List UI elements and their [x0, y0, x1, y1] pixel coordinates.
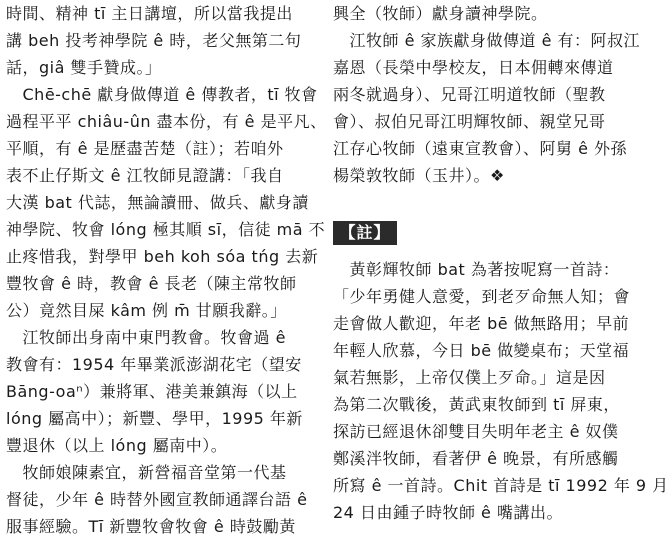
text-line: 江牧師 ê 家族獻身做傳道 ê 有：阿叔江	[333, 31, 641, 50]
text-line: 探訪已經退休卻雙目失明年老主 ê 奴僕	[333, 422, 619, 441]
left-column	[6, 0, 327, 540]
text-line: 豐退休（以上 lóng 屬南中）。	[6, 436, 228, 455]
right-column	[333, 0, 641, 189]
text-line: 興全（牧師）獻身讀神學院。	[333, 4, 548, 23]
text-line: Bāng-oaⁿ）兼將軍、港美兼鎮海（以上	[6, 382, 298, 401]
note-column	[333, 256, 669, 526]
text-line: 為第二次戰後，黃武東牧師到 tī 屏東，	[333, 395, 620, 414]
text-line: 督徒，少年 ê 時替外國宣教師通譯台語 ê	[6, 490, 308, 509]
text-line: 講 beh 投考神學院 ê 時，老父無第二句	[6, 31, 302, 50]
text-line: 話，giâ 雙手贊成。」	[6, 58, 162, 77]
text-line: 豐牧會 ê 時，教會 ê 長老（陳主常牧師	[6, 274, 297, 293]
text-line: 江牧師出身南中東門教會。牧會過 ê	[6, 328, 286, 347]
text-line: 黃彰輝牧師 bat 為著按呢寫一首詩：	[333, 260, 620, 279]
text-line: 會）、叔伯兄哥江明輝牧師、親堂兄哥	[333, 112, 606, 131]
text-line: Chē-chē 獻身做傳道 ê 傳教者，tī 牧會	[6, 85, 318, 104]
text-line: 教會有：1954 年畢業派澎湖花宅（望安	[6, 355, 302, 374]
text-line: 楊榮敦牧師（玉井）。❖	[333, 166, 505, 185]
text-line: 時間、精神 tī 主日講壇，所以當我提出	[6, 4, 293, 23]
text-line: 表不止仔斯文 ê 江牧師見證講：「我自	[6, 166, 284, 185]
text-line: 服事經驗。Tī 新豐牧會牧會 ê 時鼓勵黃	[6, 517, 296, 536]
text-line: 鄭溪泮牧師，看著伊 ê 晚景，有所感觸	[333, 449, 619, 468]
text-line: 神學院、牧會 lóng 極其順 sī，信徒 mā 不	[6, 220, 326, 239]
text-line: 年輕人欣慕，今日 bē 做變桌布；天堂福	[333, 341, 630, 360]
text-line: 過程平平 chiâu-ûn 盡本份，有 ê 是平凡、	[6, 112, 327, 131]
text-line: 走會做人歡迎，年老 bē 做無路用；早前	[333, 314, 630, 333]
text-line: 「少年勇健人意愛，到老歹命無人知；會	[333, 287, 631, 306]
text-line: 牧師娘陳素宜，新營福音堂第一代基	[6, 463, 287, 482]
text-line: 止疼惜我，對學甲 beh koh sóa tńg 去新	[6, 247, 319, 266]
note-heading: 【註】	[333, 221, 397, 245]
text-line: 江存心牧師（遠東宣教會）、阿舅 ê 外孫	[333, 139, 628, 158]
text-line: 24 日由鍾子時牧師 ê 嘴講出。	[333, 503, 563, 522]
text-line: 兩冬就過身）、兄哥江明道牧師（聖教	[333, 85, 606, 104]
text-line: 平順，有 ê 是歷盡苦楚（註）；若咱外	[6, 139, 284, 158]
text-line: 公）竟然目屎 kâm 例 m̄ 甘願我辭。」	[6, 301, 287, 320]
text-line: 所寫 ê 一首詩。Chit 首詩是 tī 1992 年 9 月	[333, 476, 669, 495]
text-line: 氣若無影，上帝仅僕上歹命。」這是因	[333, 368, 606, 387]
text-line: 大漢 bat 代誌，無論讀冊、做兵、獻身讀	[6, 193, 309, 212]
text-line: lóng 屬高中）；新豐、學甲，1995 年新	[6, 409, 303, 428]
text-line: 嘉恩（長榮中學校友，日本佣轉來傳道	[333, 58, 614, 77]
